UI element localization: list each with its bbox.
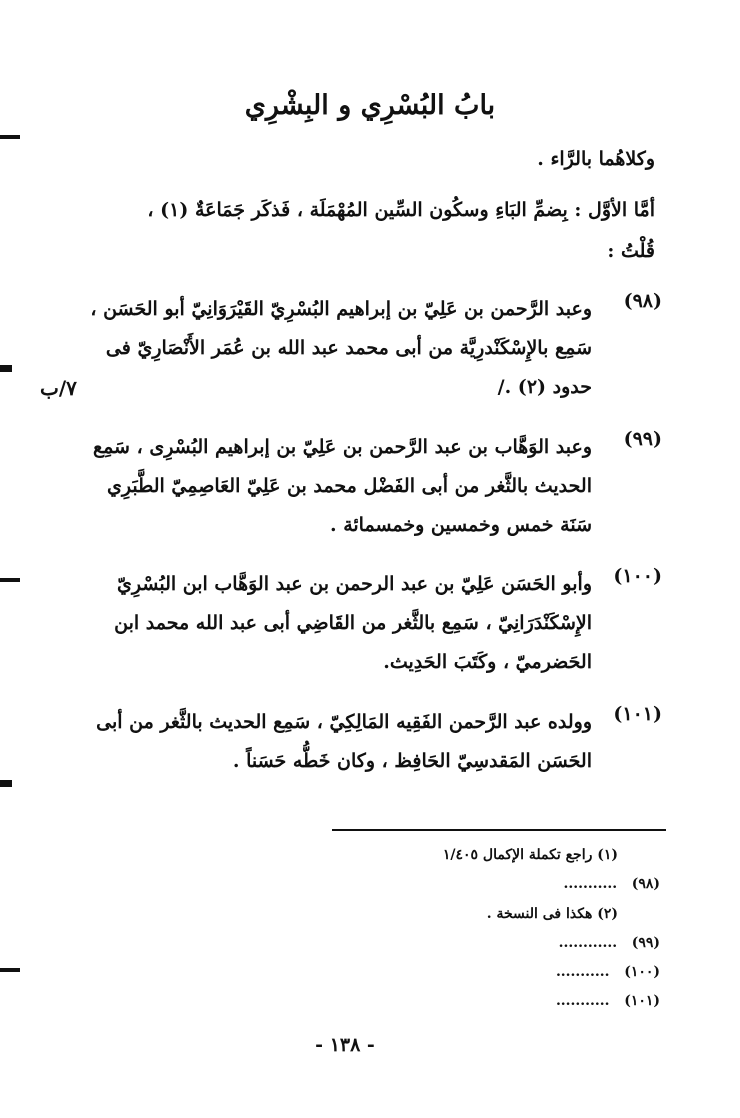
footnote-label: (٢) <box>597 906 618 922</box>
intro-line-2: أمَّا الأوَّل : بِضمِّ البَاءِ وسكُون السِّين المُهْمَلَة ، فَذكَر جَمَاعَةٌ (١) ، <box>147 199 655 221</box>
footnote-1 <box>443 847 618 863</box>
footnote-text: ........... <box>555 993 610 1009</box>
footnote-100 <box>556 964 660 980</box>
page-number: - ١٣٨ - <box>315 1034 375 1056</box>
footnote-text: هكذا فى النسخة . <box>486 906 593 922</box>
entry-line: الإِسْكَنْدَرَانِيّ ، سَمِع بالثَّغر من القَاضِي أبى عبد الله محمد ابن <box>114 612 592 634</box>
entry-line: وولده عبد الرَّحمن الفَقِيه المَالِكِيّ ، سَمِع الحديث بالثَّغر من أبى <box>96 711 592 733</box>
entry-text <box>72 703 592 781</box>
intro-line-3: قُلْتُ : <box>607 240 655 262</box>
entry-number: (١٠٠) <box>613 565 662 587</box>
footnote-101 <box>556 993 660 1009</box>
entry-line: وعبد الرَّحمن بن عَلِيّ بن إبراهيم البُسْرِيّ القَيْرَوَانِيّ أبو الحَسَن ، <box>90 298 592 320</box>
footnote-label: (١٠٠) <box>624 964 660 980</box>
entry-line: سَمِع بالإِسْكَنْدرِيَّة من أبى محمد عبد الله بن عُمَر الأَنْصَارِيّ فى <box>105 337 592 359</box>
scan-edge-mark <box>0 365 12 372</box>
entry-text <box>72 565 592 682</box>
footnote-label: (١٠١) <box>624 993 660 1009</box>
footnote-label: (٩٨) <box>631 876 660 892</box>
scan-edge-mark <box>0 780 12 787</box>
scan-edge-mark <box>0 968 20 972</box>
footnote-98 <box>563 876 660 892</box>
entry-line: وعبد الوَهَّاب بن عبد الرَّحمن بن عَلِيّ بن إبراهيم البُسْرِى ، سَمِع <box>92 436 592 458</box>
entry-number: (١٠١) <box>613 703 662 725</box>
entry-number: (٩٨) <box>623 290 662 312</box>
entry-line: الحَضرميّ ، وكَتَبَ الحَدِيث. <box>383 651 592 673</box>
entry-line: حدود (٢) ./ <box>497 376 592 398</box>
entry-number: (٩٩) <box>623 428 662 450</box>
footnote-2 <box>487 906 618 922</box>
scan-edge-mark <box>0 135 20 139</box>
page-title: بابُ البُسْرِي و البِشْرِي <box>244 90 496 121</box>
scan-edge-mark <box>0 578 20 582</box>
margin-folio-note: ٧/ب <box>40 376 77 400</box>
entry-text <box>72 428 592 545</box>
entry-line: سَنَة خمس وخمسين وخمسمائة . <box>329 514 592 536</box>
footnote-text: ........... <box>555 964 610 980</box>
footnote-99 <box>559 935 660 951</box>
entry-line: الحديث بالثَّغر من أبى الفَضْل محمد بن عَلِيّ العَاصِمِيّ الطَّبَرِي <box>107 475 592 497</box>
footnote-label: (١) <box>597 847 618 863</box>
footnote-text: راجع تكملة الإكمال ١/٤٠٥ <box>442 847 593 863</box>
footnote-text: ........... <box>563 876 618 892</box>
entry-text <box>72 290 592 407</box>
entry-line: الحَسَن المَقدسِيّ الحَافِظ ، وكان خَطُّه حَسَناً . <box>232 750 592 772</box>
footnote-label: (٩٩) <box>631 935 660 951</box>
footnote-text: ............ <box>558 935 618 951</box>
entry-line: وأبو الحَسَن عَلِيّ بن عبد الرحمن بن عبد الوَهَّاب ابن البُسْرِيّ <box>117 573 592 595</box>
intro-line-1: وكلاهُما بالرَّاء . <box>537 148 655 170</box>
footnote-rule <box>332 829 666 831</box>
